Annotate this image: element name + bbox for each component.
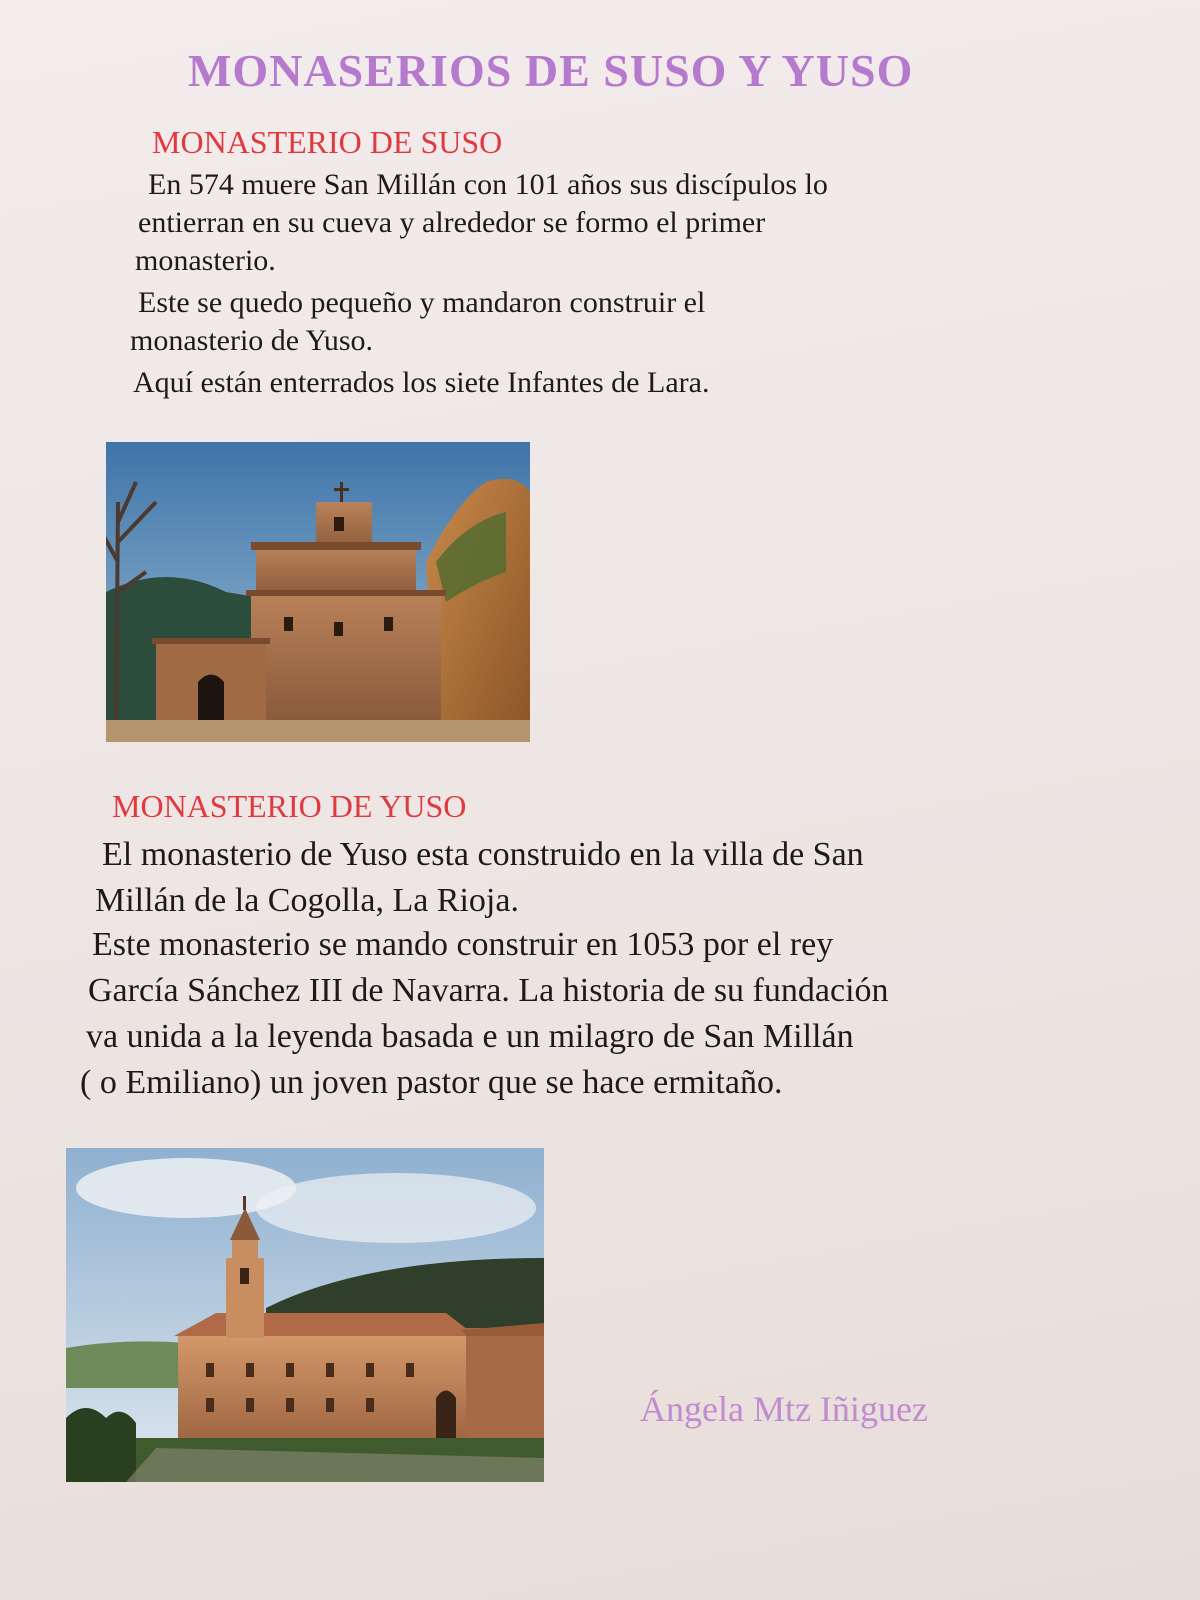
suso-line-2: entierran en su cueva y alrededor se formo el primer: [138, 206, 766, 239]
yuso-monastery-photo: [66, 1148, 544, 1482]
suso-monastery-photo: [106, 442, 530, 742]
yuso-line-4: García Sánchez III de Navarra. La historia de su fundación: [88, 972, 889, 1009]
suso-line-6: Aquí están enterrados los siete Infantes de Lara.: [133, 366, 710, 399]
yuso-line-1: El monasterio de Yuso esta construido en la villa de San: [102, 836, 864, 873]
section-heading-suso: MONASTERIO DE SUSO: [152, 124, 503, 160]
suso-line-5: monasterio de Yuso.: [130, 324, 374, 357]
page-title: MONASERIOS DE SUSO Y YUSO: [188, 45, 914, 96]
yuso-line-3: Este monasterio se mando construir en 1053 por el rey: [92, 926, 834, 963]
yuso-line-5: va unida a la leyenda basada e un milagro de San Millán: [86, 1018, 854, 1055]
yuso-line-2: Millán de la Cogolla, La Rioja.: [95, 882, 519, 919]
suso-line-1: En 574 muere San Millán con 101 años sus discípulos lo: [148, 168, 828, 201]
yuso-line-6: ( o Emiliano) un joven pastor que se hace ermitaño.: [80, 1064, 783, 1101]
author-signature: Ángela Mtz Iñiguez: [640, 1389, 928, 1429]
suso-line-3: monasterio.: [135, 244, 276, 277]
suso-line-4: Este se quedo pequeño y mandaron construir el: [138, 286, 706, 319]
section-heading-yuso: MONASTERIO DE YUSO: [112, 788, 467, 824]
